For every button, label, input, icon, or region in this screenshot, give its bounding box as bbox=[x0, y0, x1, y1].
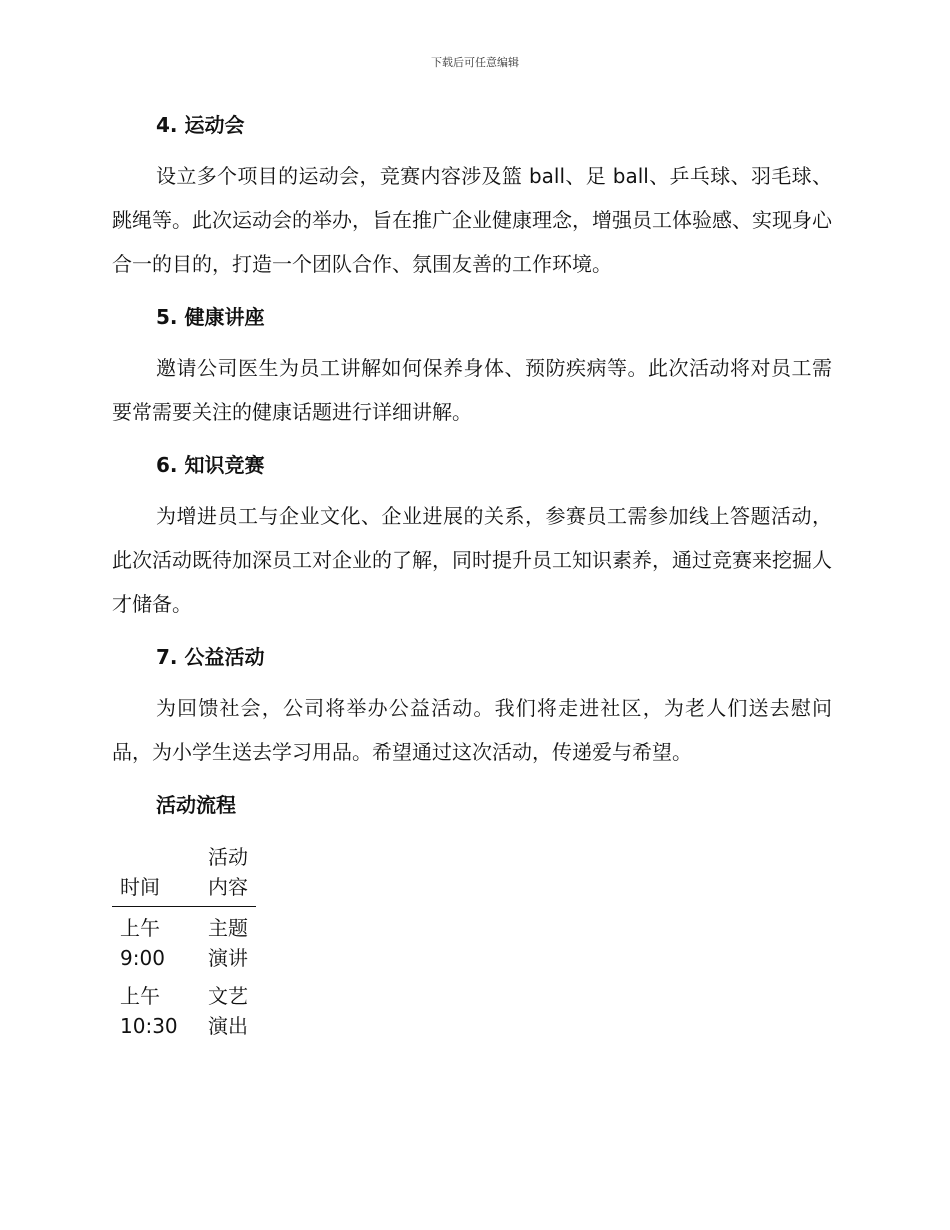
table-row bbox=[112, 907, 256, 976]
section-heading: 活动流程 bbox=[156, 793, 236, 817]
section-paragraph: 为回馈社会，公司将举办公益活动。我们将走进社区，为老人们送去慰问品，为小学生送去学习用品。希望通过这次活动，传递爱与希望。 bbox=[112, 696, 832, 764]
section-paragraph: 设立多个项目的运动会，竞赛内容涉及篮 ball、足 ball、乒乓球、羽毛球、跳绳等。此次运动会的举办，旨在推广企业健康理念，增强员工体验感、实现身心合一的目的，打造一个团队合作、氛围友善的工作环境。 bbox=[112, 164, 832, 276]
table-cell-content: 文艺演出 bbox=[208, 984, 248, 1038]
section-charity bbox=[112, 642, 832, 774]
column-header-time: 时间 bbox=[112, 842, 200, 907]
section-heading: 5. 健康讲座 bbox=[156, 305, 265, 329]
table-row bbox=[112, 975, 256, 1043]
section-health-lecture bbox=[112, 302, 832, 434]
section-heading: 4. 运动会 bbox=[156, 113, 245, 137]
activity-flow-table bbox=[112, 842, 256, 1043]
document-body bbox=[112, 110, 832, 1043]
section-heading: 6. 知识竞赛 bbox=[156, 453, 265, 477]
section-heading: 7. 公益活动 bbox=[156, 645, 265, 669]
table-header-row bbox=[112, 842, 256, 907]
section-paragraph: 邀请公司医生为员工讲解如何保养身体、预防疾病等。此次活动将对员工需要常需要关注的健康话题进行详细讲解。 bbox=[112, 356, 832, 424]
section-activity-flow bbox=[112, 790, 832, 1043]
section-paragraph: 为增进员工与企业文化、企业进展的关系，参赛员工需参加线上答题活动，此次活动既待加深员工对企业的了解，同时提升员工知识素养，通过竞赛来挖掘人才储备。 bbox=[112, 504, 832, 616]
column-header-content: 活动内容 bbox=[200, 842, 256, 907]
page-header-note: 下载后可任意编辑 bbox=[431, 56, 519, 69]
table-cell-content: 主题演讲 bbox=[208, 916, 248, 970]
section-sports-meet bbox=[112, 110, 832, 286]
table-cell-time: 上午 10:30 bbox=[120, 984, 178, 1038]
table-cell-time: 上午 9:00 bbox=[120, 916, 165, 970]
section-knowledge-contest bbox=[112, 450, 832, 626]
